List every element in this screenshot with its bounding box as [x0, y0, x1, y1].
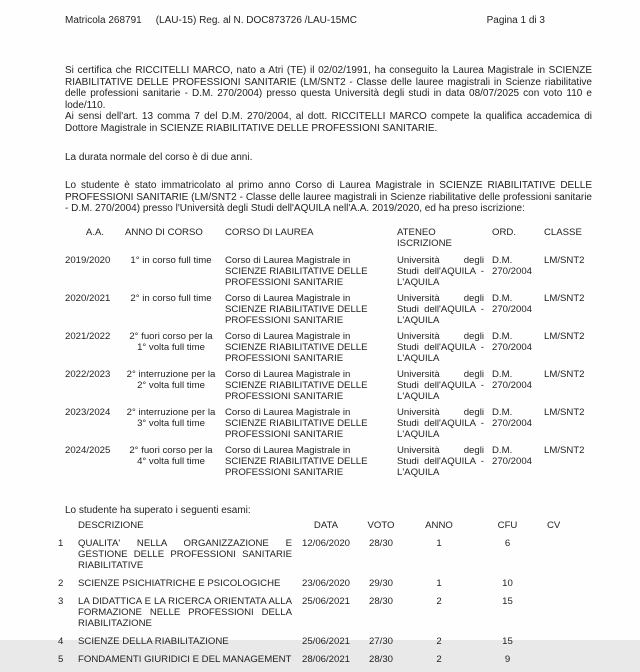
exam-description: LA DIDATTICA E LA RICERCA ORIENTATA ALLA FORMAZIONE NELLE PROFESSIONI DELLA RIABILITAZIONE	[78, 595, 292, 629]
exam-cv	[545, 636, 590, 654]
document-header	[0, 0, 640, 27]
ateneo-cell: Università degli Studi dell'AQUILA - L'AQUILA	[397, 368, 484, 402]
aa-cell: 2024/2025	[65, 444, 111, 456]
exam-row	[58, 596, 590, 636]
exam-grade: 28/30	[368, 537, 393, 549]
exam-credits: 9	[504, 653, 511, 665]
exam-number: 4	[58, 635, 64, 647]
col-header-anno: ANNO	[425, 519, 453, 531]
aa-cell: 2021/2022	[65, 330, 111, 342]
enrollment-row	[65, 407, 592, 445]
aa-cell: 2023/2024	[65, 406, 111, 418]
academic-title-paragraph: Ai sensi dell'art. 13 comma 7 del D.M. 270/2004, al dott. RICCITELLI MARCO compete la qualifica accademica di Dottore Magistrale in SCIENZE RIABILITATIVE DELLE PROFESSIONI SANITARIE.	[65, 111, 592, 134]
exam-year: 2	[436, 595, 442, 607]
exam-row	[58, 654, 590, 672]
classe-cell: LM/SNT2	[544, 254, 585, 266]
exam-credits: 15	[502, 635, 513, 647]
ord-cell: D.M. 270/2004	[492, 444, 533, 467]
ord-cell: D.M. 270/2004	[492, 330, 533, 353]
col-header-cv: CV	[547, 519, 561, 531]
exam-date: 23/06/2020	[301, 577, 350, 589]
classe-cell: LM/SNT2	[544, 368, 585, 380]
col-header-ord: ORD.	[492, 226, 516, 238]
col-header-descrizione: DESCRIZIONE	[78, 519, 144, 531]
corso-cell: Corso di Laurea Magistrale in SCIENZE RIABILITATIVE DELLE PROFESSIONI SANITARIE	[225, 292, 368, 326]
anno-cell: 2° fuori corso per la 1° volta full time	[129, 330, 213, 353]
exams-table-header	[58, 520, 590, 538]
exam-date: 28/06/2021	[301, 653, 350, 665]
enrollment-table-header	[65, 227, 592, 255]
enrollment-row	[65, 445, 592, 483]
enrollment-row	[65, 369, 592, 407]
col-header-cfu: CFU	[497, 519, 518, 531]
degree-certification-paragraph	[65, 65, 592, 111]
classe-cell: LM/SNT2	[544, 292, 585, 304]
exam-row	[58, 538, 590, 578]
classe-cell: LM/SNT2	[544, 330, 585, 342]
anno-cell: 1° in corso full time	[130, 254, 212, 266]
exam-date: 25/06/2021	[301, 635, 350, 647]
exam-credits: 15	[502, 595, 513, 607]
course-duration-note: La durata normale del corso è di due anni.	[65, 151, 253, 163]
col-header-anno: ANNO DI CORSO	[125, 226, 203, 238]
aa-cell: 2022/2023	[65, 368, 111, 380]
exam-date: 25/06/2021	[301, 595, 350, 607]
exam-description: FONDAMENTI GIURIDICI E DEL MANAGEMENT	[78, 653, 292, 665]
aa-cell: 2020/2021	[65, 292, 111, 304]
ord-cell: D.M. 270/2004	[492, 292, 533, 315]
corso-cell: Corso di Laurea Magistrale in SCIENZE RIABILITATIVE DELLE PROFESSIONI SANITARIE	[225, 330, 368, 364]
classe-cell: LM/SNT2	[544, 406, 585, 418]
exam-credits: 10	[502, 577, 513, 589]
corso-cell: Corso di Laurea Magistrale in SCIENZE RIABILITATIVE DELLE PROFESSIONI SANITARIE	[225, 406, 368, 440]
exam-year: 1	[436, 577, 442, 589]
ord-cell: D.M. 270/2004	[492, 254, 533, 277]
corso-cell: Corso di Laurea Magistrale in SCIENZE RIABILITATIVE DELLE PROFESSIONI SANITARIE	[225, 254, 368, 288]
exam-number: 1	[58, 537, 64, 549]
anno-cell: 2° fuori corso per la 4° volta full time	[129, 444, 213, 467]
ord-cell: D.M. 270/2004	[492, 368, 533, 391]
enrollment-row	[65, 293, 592, 331]
col-header-data: DATA	[313, 519, 339, 531]
exam-cv	[545, 538, 590, 578]
exam-year: 2	[436, 635, 442, 647]
exam-row	[58, 636, 590, 654]
col-header-aa: A.A.	[85, 226, 105, 238]
corso-cell: Corso di Laurea Magistrale in SCIENZE RIABILITATIVE DELLE PROFESSIONI SANITARIE	[225, 368, 368, 402]
degree-statement: Si certifica che RICCITELLI MARCO, nato a Atri (TE) il 02/02/1991, ha conseguito la Laurea Magistrale in SCIENZE RIABILITATIVE DELLE PROFESSIONI SANITARIE (LM/SNT2 - Classe delle lauree magistrali in Scienze riabilitative delle professioni sanitarie - D.M. 270/2004) presso questa Università degli studi in data 08/07/2025 con voto 110 e lode/110.	[65, 65, 592, 111]
exam-grade: 28/30	[368, 653, 393, 665]
enrollment-intro-paragraph: Lo studente è stato immatricolato al primo anno Corso di Laurea Magistrale in SCIENZE RIABILITATIVE DELLE PROFESSIONI SANITARIE (LM/SNT2 - Classe delle lauree magistrali in Scienze riabilitative delle professioni sanitarie - D.M. 270/2004) presso l'Università degli Studi dell'AQUILA nell'A.A. 2019/2020, ed ha preso iscrizione:	[65, 180, 592, 215]
enrollment-row	[65, 255, 592, 293]
exams-table	[58, 520, 590, 672]
ateneo-cell: Università degli Studi dell'AQUILA - L'AQUILA	[397, 444, 484, 478]
ateneo-cell: Università degli Studi dell'AQUILA - L'AQUILA	[397, 406, 484, 440]
col-header-ateneo: ATENEO ISCRIZIONE	[397, 226, 452, 249]
ateneo-cell: Università degli Studi dell'AQUILA - L'AQUILA	[397, 254, 484, 288]
exam-number: 3	[58, 595, 64, 607]
exam-cv	[545, 654, 590, 672]
col-header-corso: CORSO DI LAUREA	[225, 226, 314, 238]
exam-cv	[545, 578, 590, 596]
corso-cell: Corso di Laurea Magistrale in SCIENZE RIABILITATIVE DELLE PROFESSIONI SANITARIE	[225, 444, 368, 478]
exam-date: 12/06/2020	[301, 537, 350, 549]
anno-cell: 2° interruzione per la 3° volta full time	[126, 406, 216, 429]
ateneo-cell: Università degli Studi dell'AQUILA - L'AQUILA	[397, 292, 484, 326]
exam-number: 2	[58, 577, 64, 589]
matricola-text: Matricola 268791	[65, 15, 142, 26]
anno-cell: 2° in corso full time	[130, 292, 212, 304]
classe-cell: LM/SNT2	[544, 444, 585, 456]
enrollment-table	[65, 227, 592, 483]
col-header-classe: CLASSE	[544, 226, 582, 238]
exam-row	[58, 578, 590, 596]
anno-cell: 2° interruzione per la 2° volta full time	[126, 368, 216, 391]
exam-year: 1	[436, 537, 442, 549]
exam-cv	[545, 596, 590, 636]
exam-grade: 28/30	[368, 595, 393, 607]
exams-intro: Lo studente ha superato i seguenti esami:	[65, 504, 251, 516]
registration-text: (LAU-15) Reg. al N. DOC873726 /LAU-15MC	[155, 15, 357, 26]
exam-credits: 6	[504, 537, 511, 549]
document-body	[0, 65, 640, 672]
enrollment-row	[65, 331, 592, 369]
exam-description: QUALITA' NELLA ORGANIZZAZIONE E GESTIONE DELLE PROFESSIONI SANITARIE RIABILITATIVE	[78, 537, 292, 571]
col-header-num	[58, 520, 78, 538]
ateneo-cell: Università degli Studi dell'AQUILA - L'AQUILA	[397, 330, 484, 364]
exam-grade: 29/30	[368, 577, 393, 589]
col-header-voto: VOTO	[367, 519, 395, 531]
exam-year: 2	[436, 653, 442, 665]
page-number: Pagina 1 di 3	[486, 15, 545, 26]
exam-description: SCIENZE DELLA RIABILITAZIONE	[78, 635, 229, 647]
exam-grade: 27/30	[368, 635, 393, 647]
ord-cell: D.M. 270/2004	[492, 406, 533, 429]
exam-description: SCIENZE PSICHIATRICHE E PSICOLOGICHE	[78, 577, 281, 589]
exam-number: 5	[58, 653, 64, 665]
aa-cell: 2019/2020	[65, 254, 111, 266]
